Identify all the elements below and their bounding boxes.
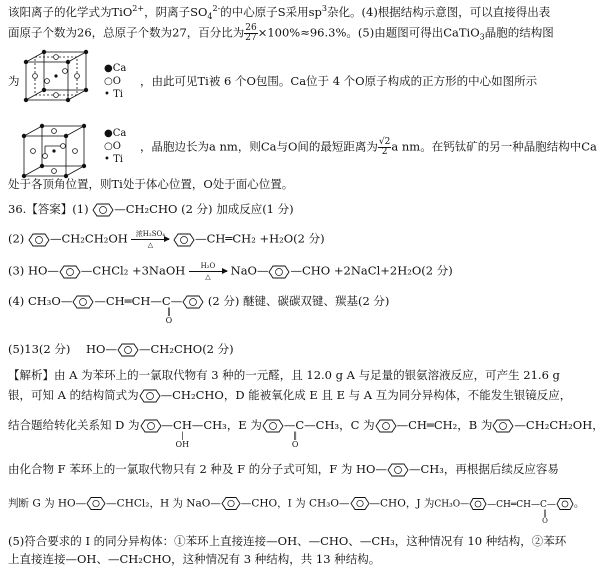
analysis-line: 由化合物 F 苯环上的一氯取代物只有 2 种及 F 的分子式可知，F 为 HO— —CH₃，再根据后续反应容易 bbox=[8, 462, 559, 476]
benzene-ring-icon bbox=[350, 496, 370, 511]
reaction-arrow: 浓H₂SO₄ △ bbox=[131, 230, 169, 249]
benzene-ring-icon bbox=[182, 294, 204, 310]
benzene-ring-icon bbox=[469, 497, 487, 511]
benzene-ring-icon bbox=[92, 202, 114, 218]
legend: ●Ca ○O • Ti bbox=[104, 63, 127, 100]
analysis-line: (5)符合要求的 I 的同分异构体：①苯环上直接连接—OH、—CHO、—CH₃，这种情况有 10 种结构，②苯环 bbox=[8, 534, 567, 548]
reaction-arrow: H₂O △ bbox=[189, 262, 227, 281]
crystal-cell-diagram-2 bbox=[20, 124, 96, 180]
carbonyl-group: —CH═CH—C— ‖ O bbox=[487, 499, 556, 525]
benzene-ring-icon bbox=[140, 418, 162, 434]
analysis-line: 银，可知 A 的结构简式为 —CH₂CHO，D 能被氧化成 E 且 E 与 A 互为同分异构体，不能发生银镜反应， bbox=[8, 388, 572, 402]
hydroxy-group: —CH—CH₃ | OH bbox=[161, 418, 227, 449]
analysis-line: 判断 G 为 HO— —CHCl₂，H 为 NaO— —CHO，I 为 CH₃O— —CHO，J 为CH₃O— —CH═CH—C— ‖ O 。 bbox=[8, 497, 585, 525]
analysis-line: 上直接连接—OH、—CH₂CHO，这种情况有 3 种结构，共 13 种结构。 bbox=[8, 552, 381, 566]
benzene-ring-icon bbox=[262, 418, 284, 434]
answer-line-3: (3) HO— —CHCl₂ +3NaOH H₂O △ NaO— —CHO +2NaCl+2H₂O(2 分) bbox=[8, 262, 453, 281]
benzene-ring-icon bbox=[59, 264, 81, 280]
answer-line-1: 36.【答案】(1) —CH₂CHO (2 分) 加成反应(1 分) bbox=[8, 202, 294, 216]
benzene-ring-icon bbox=[375, 418, 397, 434]
benzene-ring-icon bbox=[117, 342, 139, 358]
benzene-ring-icon bbox=[173, 232, 195, 248]
answer-line-4: (4) CH₃O— —CH═CH—C— ‖ O (2 分) 醚键、碳碳双键、羰基(2 分) bbox=[8, 294, 390, 325]
benzene-ring-icon bbox=[268, 264, 290, 280]
text-line: 面原子个数为26，总原子个数为27，百分比为 $\frac{26}{27}$ ×100%≈96.3%。(5)由题图可得出CaTiO$_3$晶胞的结构图 bbox=[8, 23, 554, 43]
benzene-ring-icon bbox=[387, 462, 409, 478]
benzene-ring-icon bbox=[28, 232, 50, 248]
analysis-line: 结合题给转化关系知 D 为 —CH—CH₃ | OH ，E 为 —C—CH₃ ‖ O ，C 为 —CH═CH₂，B 为 —CH₂CH₂OH， bbox=[8, 418, 604, 449]
fraction: $\frac{√2}{2}$ bbox=[378, 137, 391, 157]
text-line: ，由此可见Ti被 6 个O包围。Ca位于 4 个O原子构成的正方形的中心如图所示 bbox=[140, 74, 538, 88]
benzene-ring-icon bbox=[139, 388, 161, 404]
benzene-ring-icon bbox=[556, 497, 574, 511]
benzene-ring-icon bbox=[86, 496, 106, 511]
legend: ●Ca ○O • Ti bbox=[104, 128, 127, 165]
answer-line-2: (2) —CH₂CH₂OH 浓H₂SO₄ △ —CH═CH₂ +H₂O(2 分) bbox=[8, 230, 325, 249]
answer-line-5: (5)13(2 分) HO— —CH₂CHO(2 分) bbox=[8, 342, 234, 356]
benzene-ring-icon bbox=[221, 496, 241, 511]
text-line: 处于各顶角位置，则Ti处于体心位置，O处于面心位置。 bbox=[8, 177, 294, 191]
text-line: 为 bbox=[8, 74, 20, 88]
text-line: 该阳离子的化学式为TiO$^{2+}$，阴离子$SO_4^{2-}$的中心原子S采用$sp^3$杂化。(4)根据结构示意图，可以直接得出表 bbox=[8, 4, 551, 21]
analysis-line: 【解析】由 A 为苯环上的一氯取代物有 3 种的一元醛，且 12.0 g A 与足量的银氨溶液反应，可产生 21.6 g bbox=[8, 368, 560, 382]
benzene-ring-icon bbox=[72, 294, 94, 310]
carbonyl-group: —CH═CH—C— ‖ O bbox=[94, 294, 183, 325]
benzene-ring-icon bbox=[492, 418, 514, 434]
text-line: ，晶胞边长为a nm，则Ca与O间的最短距离为 $\frac{√2}{2}$ a nm。在钙钛矿的另一种晶胞结构中Ca bbox=[140, 137, 597, 157]
fraction: $\frac{26}{27}$ bbox=[245, 23, 257, 43]
carbonyl-group: —C—CH₃ ‖ O bbox=[283, 418, 340, 449]
